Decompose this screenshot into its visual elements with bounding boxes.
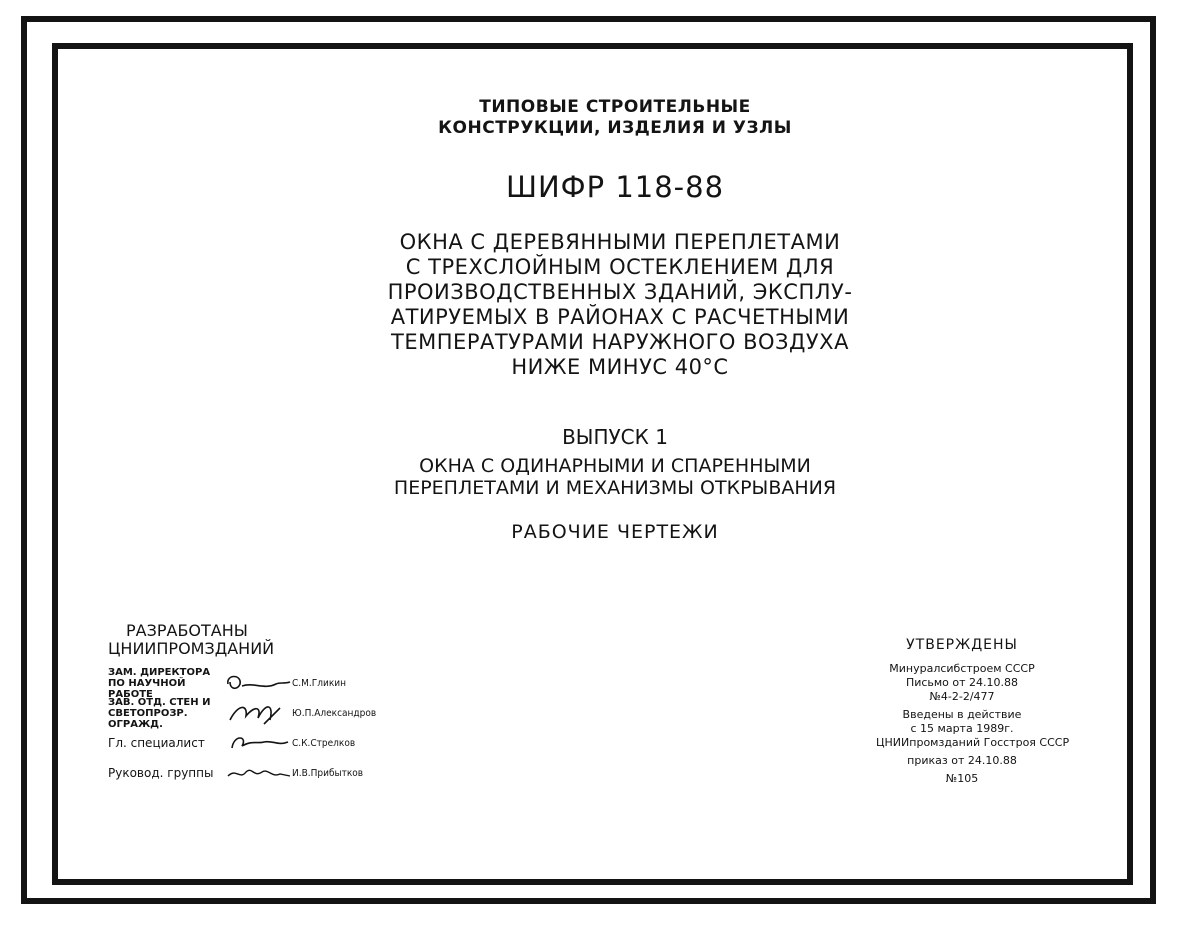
approval-line: Минуралсибстроем СССР — [889, 662, 1035, 675]
series-heading — [375, 97, 855, 139]
approval-line: с 15 марта 1989г. — [910, 722, 1014, 735]
series-line-1: ТИПОВЫЕ СТРОИТЕЛЬНЫЕ — [479, 97, 751, 117]
signatory-role: ЗАВ. ОТД. СТЕН И СВЕТОПРОЗР. ОГРАЖД. — [108, 696, 211, 730]
title-line: С ТРЕХСЛОЙНЫМ ОСТЕКЛЕНИЕМ ДЛЯ — [405, 255, 835, 279]
approval-block — [876, 637, 1070, 786]
developed-title: РАЗРАБОТАНЫ — [126, 621, 248, 640]
issue-label: ВЫПУСК 1 — [562, 425, 668, 449]
issue-title-line-2: ПЕРЕПЛЕТАМИ И МЕХАНИЗМЫ ОТКРЫВАНИЯ — [393, 477, 837, 499]
developer-org: ЦНИИПРОМЗДАНИЙ — [108, 639, 275, 658]
signatory-name: С.М.Гликин — [292, 677, 347, 689]
document-code: ШИФР 118-88 — [505, 170, 725, 204]
handwritten-signature — [224, 730, 292, 756]
signature-row — [108, 758, 388, 788]
title-line: НИЖЕ МИНУС 40°С — [511, 355, 729, 379]
signatory-name: Ю.П.Александров — [292, 707, 377, 719]
signatory-name: И.В.Прибытков — [292, 767, 364, 779]
handwritten-signature — [224, 760, 292, 786]
signatory-name: С.К.Стрелков — [292, 737, 356, 749]
handwritten-signature — [224, 670, 292, 696]
signatory-role: Руковод. группы — [108, 765, 214, 780]
developed-block — [108, 622, 388, 788]
working-drawings-label: РАБОЧИЕ ЧЕРТЕЖИ — [511, 521, 719, 543]
approval-line: приказ от 24.10.88 — [907, 754, 1017, 767]
signature-row — [108, 728, 388, 758]
series-line-2: КОНСТРУКЦИИ, ИЗДЕЛИЯ И УЗЛЫ — [438, 118, 792, 138]
approval-line: Письмо от 24.10.88 — [905, 676, 1019, 689]
issue-title-line-1: ОКНА С ОДИНАРНЫМИ И СПАРЕННЫМИ — [419, 455, 811, 477]
approval-title: УТВЕРЖДЕНЫ — [906, 637, 1018, 653]
signature-row — [108, 698, 388, 728]
title-line: ТЕМПЕРАТУРАМИ НАРУЖНОГО ВОЗДУХА — [391, 330, 849, 354]
approval-line: №105 — [945, 772, 979, 785]
title-line: ПРОИЗВОДСТВЕННЫХ ЗДАНИЙ, ЭКСПЛУ- — [387, 280, 853, 304]
issue-title — [365, 455, 865, 499]
title-line: АТИРУЕМЫХ В РАЙОНАХ С РАСЧЕТНЫМИ — [390, 305, 850, 329]
signature-row — [108, 668, 388, 698]
approval-line: ЦНИИпромзданий Госстроя СССР — [876, 736, 1070, 749]
document-title — [370, 230, 870, 380]
title-line: ОКНА С ДЕРЕВЯННЫМИ ПЕРЕПЛЕТАМИ — [399, 230, 841, 254]
signatory-role: ЗАМ. ДИРЕКТОРА ПО НАУЧНОЙ РАБОТЕ — [108, 666, 211, 700]
approval-line: №4-2-2/477 — [929, 690, 995, 703]
signatory-role: Гл. специалист — [108, 735, 205, 750]
handwritten-signature — [224, 700, 292, 726]
approval-line: Введены в действие — [902, 708, 1022, 721]
